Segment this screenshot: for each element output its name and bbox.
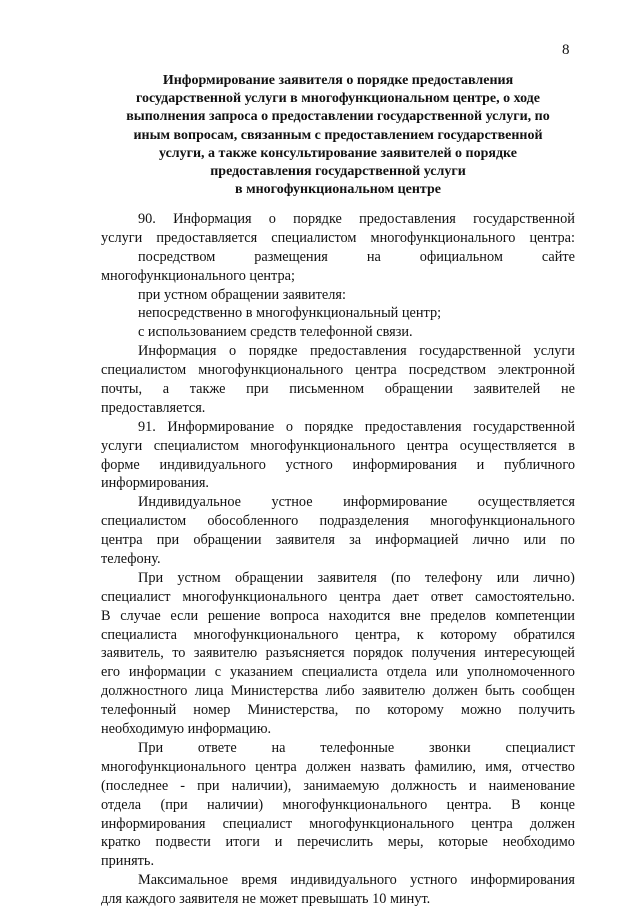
word: телефону <box>424 569 483 586</box>
word: письменном <box>289 381 365 398</box>
word: информации <box>128 664 206 681</box>
word: центра <box>355 362 397 379</box>
body-line <box>101 739 575 758</box>
section-heading <box>98 72 578 199</box>
word: При <box>138 569 164 586</box>
word: 90. <box>138 211 156 227</box>
body-line: при устном обращении заявителя: <box>138 286 346 303</box>
word: размещения <box>254 248 328 265</box>
word: перечислить <box>297 834 374 851</box>
word: При <box>138 739 164 756</box>
body-line <box>101 531 575 550</box>
word: информирования <box>101 815 206 832</box>
word: услуги <box>533 343 575 360</box>
word: многофункционального <box>309 815 455 832</box>
word: заявителя <box>317 569 377 586</box>
word: имя, <box>485 758 513 775</box>
word: компетенции <box>495 607 575 624</box>
word: посредством <box>138 248 216 265</box>
word: интересующей <box>484 645 575 662</box>
word: его <box>101 664 121 681</box>
word: информирование <box>343 494 448 511</box>
word: услуги <box>101 437 143 454</box>
word: Информирование <box>167 418 275 435</box>
word: обращении <box>193 532 262 549</box>
word: специалист <box>222 815 293 832</box>
heading-line: Информирование заявителя о порядке предоставления <box>162 73 514 88</box>
word: информацией <box>375 532 459 549</box>
word: публичного <box>504 456 575 473</box>
word: осуществляется <box>459 437 557 454</box>
word: которые <box>438 834 488 851</box>
word: многофункционального <box>198 362 344 379</box>
body-line <box>101 493 575 512</box>
word: также <box>189 381 226 398</box>
body-line: предоставляется. <box>101 399 206 416</box>
word: заявитель, <box>101 645 164 662</box>
word: предоставляется <box>156 229 258 246</box>
body-line <box>101 777 575 796</box>
heading-line: в многофункциональном центре <box>235 182 441 198</box>
word: по <box>355 702 371 719</box>
body-line <box>101 644 575 663</box>
body-line <box>101 663 575 682</box>
word: ответ <box>430 588 464 605</box>
body-line <box>101 380 575 399</box>
word: должен <box>432 683 478 700</box>
word: отдела <box>386 664 427 681</box>
word: должность <box>391 777 457 794</box>
body-line: информирования. <box>101 475 210 492</box>
word: и <box>468 777 477 794</box>
word: меры, <box>387 834 424 851</box>
word: наименование <box>488 777 575 794</box>
word: предоставления <box>359 211 456 227</box>
word: специалистом <box>271 229 357 246</box>
body-line <box>101 361 575 380</box>
body-line: для каждого заявителя не может превышать 10 минут. <box>101 891 431 908</box>
word: Министерства, <box>247 702 339 719</box>
body-line <box>101 512 575 531</box>
word: центра <box>339 588 381 605</box>
body-line: многофункционального центра; <box>101 267 295 284</box>
word: находится <box>328 607 391 624</box>
word: разъясняется <box>265 645 345 662</box>
word: в <box>568 437 575 454</box>
word: вопроса <box>270 607 320 624</box>
word: дает <box>392 588 419 605</box>
word: центра, <box>355 626 401 643</box>
word: обратился <box>513 626 575 643</box>
word: информирования <box>352 456 457 473</box>
word: время <box>241 872 278 889</box>
word: с <box>214 664 222 681</box>
word: многофункционального <box>282 796 428 813</box>
body-line <box>101 248 575 267</box>
word: должен <box>306 758 352 775</box>
body-line <box>101 682 575 701</box>
body-line <box>101 342 575 361</box>
word: решение <box>207 607 261 624</box>
page-number: 8 <box>562 42 570 58</box>
word: устном <box>177 569 221 586</box>
body-line: необходимую информацию. <box>101 721 272 738</box>
word: устного <box>285 456 333 473</box>
word: на <box>366 248 381 265</box>
word: указанием <box>229 664 293 681</box>
body-line <box>101 796 575 815</box>
body-line <box>101 871 575 890</box>
body-line: принять. <box>101 853 155 870</box>
word: о <box>229 343 237 360</box>
body-line: телефону. <box>101 551 161 568</box>
word: при <box>156 532 180 549</box>
word: назвать <box>360 758 406 775</box>
word: фамилию, <box>414 758 476 775</box>
heading-line: услуги, а также консультирование заявителей о порядке <box>159 145 517 161</box>
word: должностного <box>101 683 188 700</box>
word: или <box>435 664 459 681</box>
word: если <box>170 607 199 624</box>
word: индивидуального <box>290 872 397 889</box>
word: отдела <box>101 796 142 813</box>
word: телефонный <box>101 702 177 719</box>
word: наличии), <box>231 777 292 794</box>
word: ответе <box>197 739 237 756</box>
word: или <box>496 569 520 586</box>
word: Министерства <box>230 683 319 700</box>
word: государственной <box>473 211 575 227</box>
word: устное <box>271 494 313 511</box>
word: В <box>101 607 111 624</box>
word: государственной <box>419 343 522 360</box>
word: посредством <box>408 362 487 379</box>
body-line <box>101 701 575 720</box>
word: подразделения <box>319 513 409 530</box>
word: конце <box>539 796 575 813</box>
word: о <box>285 418 293 435</box>
word: (по <box>391 569 411 586</box>
word: многофункционального <box>430 513 575 530</box>
word: то <box>172 645 186 662</box>
word: (последнее <box>101 777 169 794</box>
word: официальном <box>419 248 503 265</box>
word: при <box>246 381 269 398</box>
word: телефонные <box>320 739 395 756</box>
word: за <box>349 532 362 549</box>
word: сообщен <box>522 683 575 700</box>
word: к <box>416 626 424 643</box>
word: устного <box>410 872 458 889</box>
word: многофункционального <box>182 588 328 605</box>
word: вне <box>399 607 421 624</box>
word: многофункционального <box>370 229 516 246</box>
word: заявителя <box>275 532 335 549</box>
word: обособленного <box>207 513 299 530</box>
word: многофункционального <box>101 758 246 775</box>
body-line <box>101 588 575 607</box>
word: или <box>523 532 546 549</box>
word: обращении <box>235 569 304 586</box>
word: специалиста <box>301 664 378 681</box>
word: порядке <box>248 343 298 360</box>
word: лично <box>472 532 510 549</box>
word: самостоятельно. <box>475 588 575 605</box>
word: должен <box>529 815 575 832</box>
body-line <box>101 569 575 588</box>
word: специалистом <box>153 437 239 454</box>
body-line <box>101 607 575 626</box>
word: центра. <box>446 796 492 813</box>
word: заявителей <box>473 381 541 398</box>
word: заявителю <box>193 645 258 662</box>
word: о <box>268 211 276 227</box>
word: индивидуального <box>159 456 266 473</box>
word: (при <box>160 796 188 813</box>
body-line <box>101 815 575 834</box>
body-line <box>101 758 575 777</box>
word: заявителю <box>361 683 426 700</box>
word: лица <box>194 683 224 700</box>
word: центра <box>101 532 143 549</box>
word: случае <box>120 607 161 624</box>
body-text <box>101 210 575 909</box>
word: Информация <box>173 211 252 227</box>
word: электронной <box>498 362 575 379</box>
word: кратко <box>101 834 141 851</box>
word: получить <box>518 702 575 719</box>
word: многофункционального <box>250 437 396 454</box>
word: получения <box>411 645 476 662</box>
heading-line: государственной услуги в многофункциональном центре, о ходе <box>136 91 540 107</box>
word: форме <box>101 456 140 473</box>
word: итоги <box>225 834 260 851</box>
word: центра: <box>529 229 575 246</box>
word: многофункционального <box>193 626 339 643</box>
heading-line: иным вопросам, связанным с предоставлением государственной <box>133 127 543 143</box>
word: специалист <box>505 739 575 756</box>
word: порядке <box>304 418 354 435</box>
word: подвести <box>155 834 211 851</box>
word: информирования <box>470 872 575 889</box>
word: и <box>274 834 283 851</box>
body-line <box>101 418 575 437</box>
word: центра <box>406 437 449 454</box>
word: Индивидуальное <box>138 494 241 511</box>
word: быть <box>485 683 515 700</box>
word: - <box>180 777 185 794</box>
word: на <box>271 739 286 756</box>
word: по <box>560 532 575 549</box>
word: Максимальное <box>138 872 229 889</box>
word: специалистом <box>101 513 187 530</box>
word: услуги <box>101 229 143 246</box>
body-line <box>101 210 575 229</box>
word: В <box>511 796 521 813</box>
word: порядке <box>293 211 342 227</box>
word: можно <box>460 702 502 719</box>
body-line <box>101 456 575 475</box>
word: 91. <box>138 418 156 435</box>
word: которому <box>440 626 497 643</box>
word: а <box>162 381 170 398</box>
word: обращении <box>384 381 453 398</box>
word: лично) <box>533 569 575 586</box>
word: Информация <box>138 343 217 360</box>
word: центра <box>471 815 513 832</box>
word: предоставления <box>309 343 407 360</box>
word: пределов <box>430 607 486 624</box>
body-line: с использованием средств телефонной связи. <box>138 324 413 341</box>
word: специалист <box>101 588 171 605</box>
word: сайте <box>541 248 575 265</box>
word: предоставления <box>364 418 462 435</box>
word: осуществляется <box>477 494 575 511</box>
body-line: непосредственно в многофункциональный центр; <box>138 305 442 322</box>
body-line <box>101 437 575 456</box>
word: при <box>197 777 220 794</box>
body-line <box>101 833 575 852</box>
word: специалистом <box>101 362 187 379</box>
word: звонки <box>429 739 471 756</box>
word: и <box>476 456 485 473</box>
word: почты, <box>101 381 143 398</box>
word: специалиста <box>101 626 178 643</box>
body-line <box>101 229 575 248</box>
body-line <box>101 626 575 645</box>
word: номер <box>193 702 231 719</box>
word: не <box>560 381 575 398</box>
word: наличии) <box>206 796 264 813</box>
heading-line: выполнения запроса о предоставлении государственной услуги, по <box>126 109 550 125</box>
word: государственной <box>473 418 575 435</box>
word: необходимо <box>502 834 575 851</box>
word: либо <box>325 683 355 700</box>
word: уполномоченного <box>467 664 575 681</box>
word: занимаемую <box>303 777 380 794</box>
word: отчество <box>521 758 575 775</box>
word: которому <box>387 702 444 719</box>
heading-line: предоставления государственной услуги <box>210 164 466 180</box>
word: порядок <box>353 645 404 662</box>
word: центра <box>255 758 297 775</box>
